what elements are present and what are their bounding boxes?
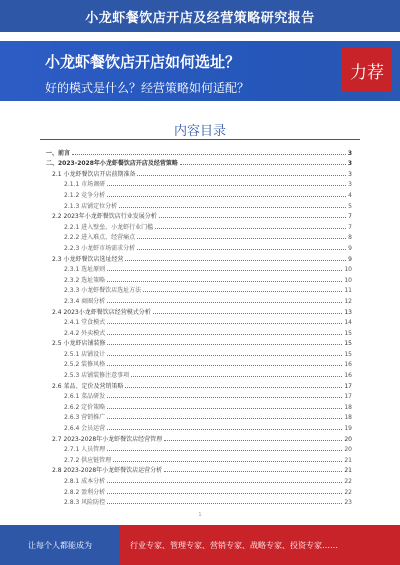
toc-entry-label: 2.7.2 供应链管理	[64, 456, 112, 464]
toc-entry-label: 2.5.3 店铺装修注意事项	[64, 372, 130, 380]
toc-entry-label: 2.3.1 选址原则	[64, 266, 106, 274]
report-header-bar	[0, 0, 400, 32]
toc-leader-dots	[107, 355, 342, 356]
toc-entry[interactable]	[46, 199, 352, 210]
toc-entry[interactable]	[46, 337, 352, 348]
toc-leader-dots	[143, 291, 342, 292]
toc-entry-label: 2.2.2 进入难点，经营痛点	[64, 234, 136, 242]
toc-entry-label: 2.2.3 小龙虾市场需求分析	[64, 244, 136, 252]
toc-entry-page: 20	[344, 446, 352, 454]
toc-entry[interactable]	[46, 146, 352, 157]
toc-leader-dots	[72, 154, 346, 155]
toc-leader-dots	[164, 440, 342, 441]
toc-entry[interactable]	[46, 496, 352, 507]
toc-leader-dots	[125, 387, 342, 388]
toc-entry-label: 2.8 2023-2028年小龙虾餐饮店运营分析	[52, 467, 163, 475]
toc-entry[interactable]	[46, 231, 352, 242]
toc-entry-page: 14	[344, 319, 352, 327]
toc-leader-dots	[107, 323, 342, 324]
toc-entry-page: 3	[348, 181, 352, 189]
toc-leader-dots	[107, 281, 342, 282]
toc-entry[interactable]	[46, 379, 352, 390]
toc-entry-page: 9	[348, 244, 352, 252]
toc-entry-label: 2.7 2023-2028年小龙虾餐饮店经营管理	[52, 435, 163, 443]
toc-entry[interactable]	[46, 178, 352, 189]
toc-entry-label: 2.3.4 商圈分析	[64, 297, 106, 305]
toc-entry-page: 3	[348, 170, 352, 178]
toc-leader-dots	[107, 270, 342, 271]
toc-leader-dots	[164, 471, 342, 472]
toc-entry-label: 2.1 小龙虾餐饮店开店前期准备	[52, 170, 136, 178]
hero-title: 小龙虾餐饮店开店如何选址？	[45, 53, 241, 71]
toc-entry[interactable]	[46, 421, 352, 432]
toc-entry-page: 15	[344, 340, 352, 348]
toc-entry-page: 20	[344, 435, 352, 443]
toc-entry-label: 2.1.2 竞争分析	[64, 191, 106, 199]
toc-leader-dots	[107, 185, 346, 186]
toc-leader-dots	[107, 482, 342, 483]
toc-entry-page: 19	[344, 425, 352, 433]
toc-entry-page: 16	[344, 372, 352, 380]
recommend-badge: 力荐	[342, 48, 392, 92]
toc-entry-page: 23	[344, 499, 352, 507]
toc-entry[interactable]	[46, 167, 352, 178]
toc-entry[interactable]	[46, 241, 352, 252]
toc-entry[interactable]	[46, 305, 352, 316]
toc-entry-page: 16	[344, 361, 352, 369]
toc-entry-page: 21	[344, 467, 352, 475]
toc-entry[interactable]	[46, 220, 352, 231]
toc-entry[interactable]	[46, 453, 352, 464]
toc-entry-page: 7	[348, 223, 352, 231]
toc-leader-dots	[180, 164, 346, 165]
toc-entry[interactable]	[46, 294, 352, 305]
table-of-contents	[46, 146, 352, 506]
footer-bar	[0, 525, 400, 565]
toc-entry-label: 2.1.1 市场调研	[64, 181, 106, 189]
toc-leader-dots	[107, 334, 342, 335]
toc-entry[interactable]	[46, 474, 352, 485]
toc-entry-page: 10	[344, 266, 352, 274]
footer-slogan-left: 让每个人都能成为	[0, 525, 120, 565]
toc-entry-page: 3	[347, 160, 352, 168]
toc-leader-dots	[153, 313, 343, 314]
toc-entry-label: 2.2.1 进入壁垒，小龙虾行业门槛	[64, 223, 154, 231]
report-header-title: 小龙虾餐饮店开店及经营策略研究报告	[85, 10, 315, 26]
toc-entry-page: 5	[348, 202, 352, 210]
toc-entry-label: 2.6.1 菜品研发	[64, 393, 106, 401]
toc-entry-label: 2.3.2 选址策略	[64, 276, 106, 284]
toc-entry[interactable]	[46, 411, 352, 422]
toc-entry[interactable]	[46, 188, 352, 199]
toc-entry-label: 2.5.1 店铺设计	[64, 350, 106, 358]
toc-leader-dots	[107, 450, 342, 451]
toc-entry-page: 7	[348, 213, 352, 221]
toc-entry-page: 12	[344, 297, 352, 305]
toc-entry-label: 2.7.1 人员管理	[64, 446, 106, 454]
toc-entry-label: 二、2023-2028年小龙虾餐饮店开店及经营策略	[46, 160, 178, 168]
toc-entry-label: 2.4 2023小龙虾餐饮店经营模式分析	[52, 308, 151, 316]
footer-slogan-right: 行业专家、管理专家、营销专家、战略专家、投资专家……	[120, 525, 400, 565]
toc-leader-dots	[107, 365, 342, 366]
toc-leader-dots	[107, 493, 342, 494]
toc-entry-page: 11	[344, 287, 352, 295]
toc-leader-dots	[107, 503, 342, 504]
toc-entry-page: 17	[344, 382, 352, 390]
toc-leader-dots	[113, 461, 342, 462]
toc-entry-label: 2.5 小龙虾店铺装修	[52, 340, 106, 348]
toc-entry-label: 2.6.4 会员运营	[64, 425, 106, 433]
hero-banner	[0, 41, 400, 101]
toc-entry-label: 一、前言	[46, 149, 71, 157]
toc-leader-dots	[107, 429, 342, 430]
toc-leader-dots	[137, 238, 346, 239]
toc-title: 内容目录	[173, 124, 226, 139]
toc-entry[interactable]	[46, 252, 352, 263]
toc-leader-dots	[137, 175, 346, 176]
toc-entry-label: 2.3.3 小龙虾餐饮店选址方法	[64, 287, 142, 295]
toc-entry[interactable]	[46, 326, 352, 337]
toc-entry[interactable]	[46, 316, 352, 327]
toc-entry-label: 2.4.1 堂食模式	[64, 319, 106, 327]
toc-entry-label: 2.5.2 装修风格	[64, 361, 106, 369]
toc-entry[interactable]	[46, 464, 352, 475]
toc-entry-label: 2.2 2023年小龙虾餐饮店行业发展分析	[52, 213, 157, 221]
toc-entry-label: 2.4.2 外卖模式	[64, 329, 106, 337]
toc-entry-label: 2.8.3 风险防控	[64, 499, 106, 507]
toc-leader-dots	[137, 249, 346, 250]
toc-leader-dots	[131, 376, 342, 377]
toc-entry-page: 18	[344, 403, 352, 411]
toc-entry-label: 2.6.2 定价策略	[64, 403, 106, 411]
toc-entry-page: 8	[348, 234, 352, 242]
toc-entry[interactable]	[46, 157, 352, 168]
toc-entry-label: 2.3 小龙虾餐饮店选址经营	[52, 255, 124, 263]
toc-entry[interactable]	[46, 210, 352, 221]
toc-entry-page: 13	[344, 308, 352, 316]
toc-entry[interactable]	[46, 368, 352, 379]
toc-entry-page: 21	[344, 456, 352, 464]
toc-entry-page: 15	[344, 350, 352, 358]
toc-entry-page: 4	[348, 191, 352, 199]
toc-leader-dots	[159, 217, 346, 218]
toc-entry[interactable]	[46, 263, 352, 274]
toc-leader-dots	[155, 228, 346, 229]
toc-entry-page: 3	[347, 149, 352, 157]
toc-entry[interactable]	[46, 273, 352, 284]
toc-entry[interactable]	[46, 485, 352, 496]
toc-leader-dots	[107, 196, 346, 197]
toc-entry-label: 2.1.3 店铺定位分析	[64, 202, 118, 210]
toc-leader-dots	[107, 397, 342, 398]
toc-entry[interactable]	[46, 390, 352, 401]
toc-entry-label: 2.8.2 盈利分析	[64, 488, 106, 496]
toc-leader-dots	[119, 207, 346, 208]
toc-leader-dots	[107, 302, 342, 303]
toc-entry[interactable]	[46, 284, 352, 295]
toc-entry[interactable]	[46, 400, 352, 411]
toc-leader-dots	[107, 408, 342, 409]
toc-entry-label: 2.8.1 成本分析	[64, 478, 106, 485]
toc-leader-dots	[125, 260, 346, 261]
toc-entry[interactable]	[46, 347, 352, 358]
toc-entry[interactable]	[46, 358, 352, 369]
toc-entry-page: 15	[344, 329, 352, 337]
toc-entry-page: 22	[344, 488, 352, 496]
toc-entry-page: 18	[344, 414, 352, 422]
toc-entry-label: 2.6 菜品、定价及营销策略	[52, 382, 124, 390]
toc-entry-page: 10	[344, 276, 352, 284]
toc-entry-page: 17	[344, 393, 352, 401]
toc-divider	[40, 139, 360, 140]
toc-entry[interactable]	[46, 432, 352, 443]
toc-entry-page: 22	[344, 478, 352, 485]
toc-leader-dots	[107, 344, 342, 345]
hero-subtitle: 好的模式是什么？经营策略如何适配？	[45, 81, 250, 95]
toc-entry-page: 9	[348, 255, 352, 263]
page-number: 1	[198, 512, 202, 518]
toc-entry-label: 2.6.3 营销推广	[64, 414, 106, 422]
toc-leader-dots	[107, 418, 342, 419]
toc-entry[interactable]	[46, 443, 352, 454]
